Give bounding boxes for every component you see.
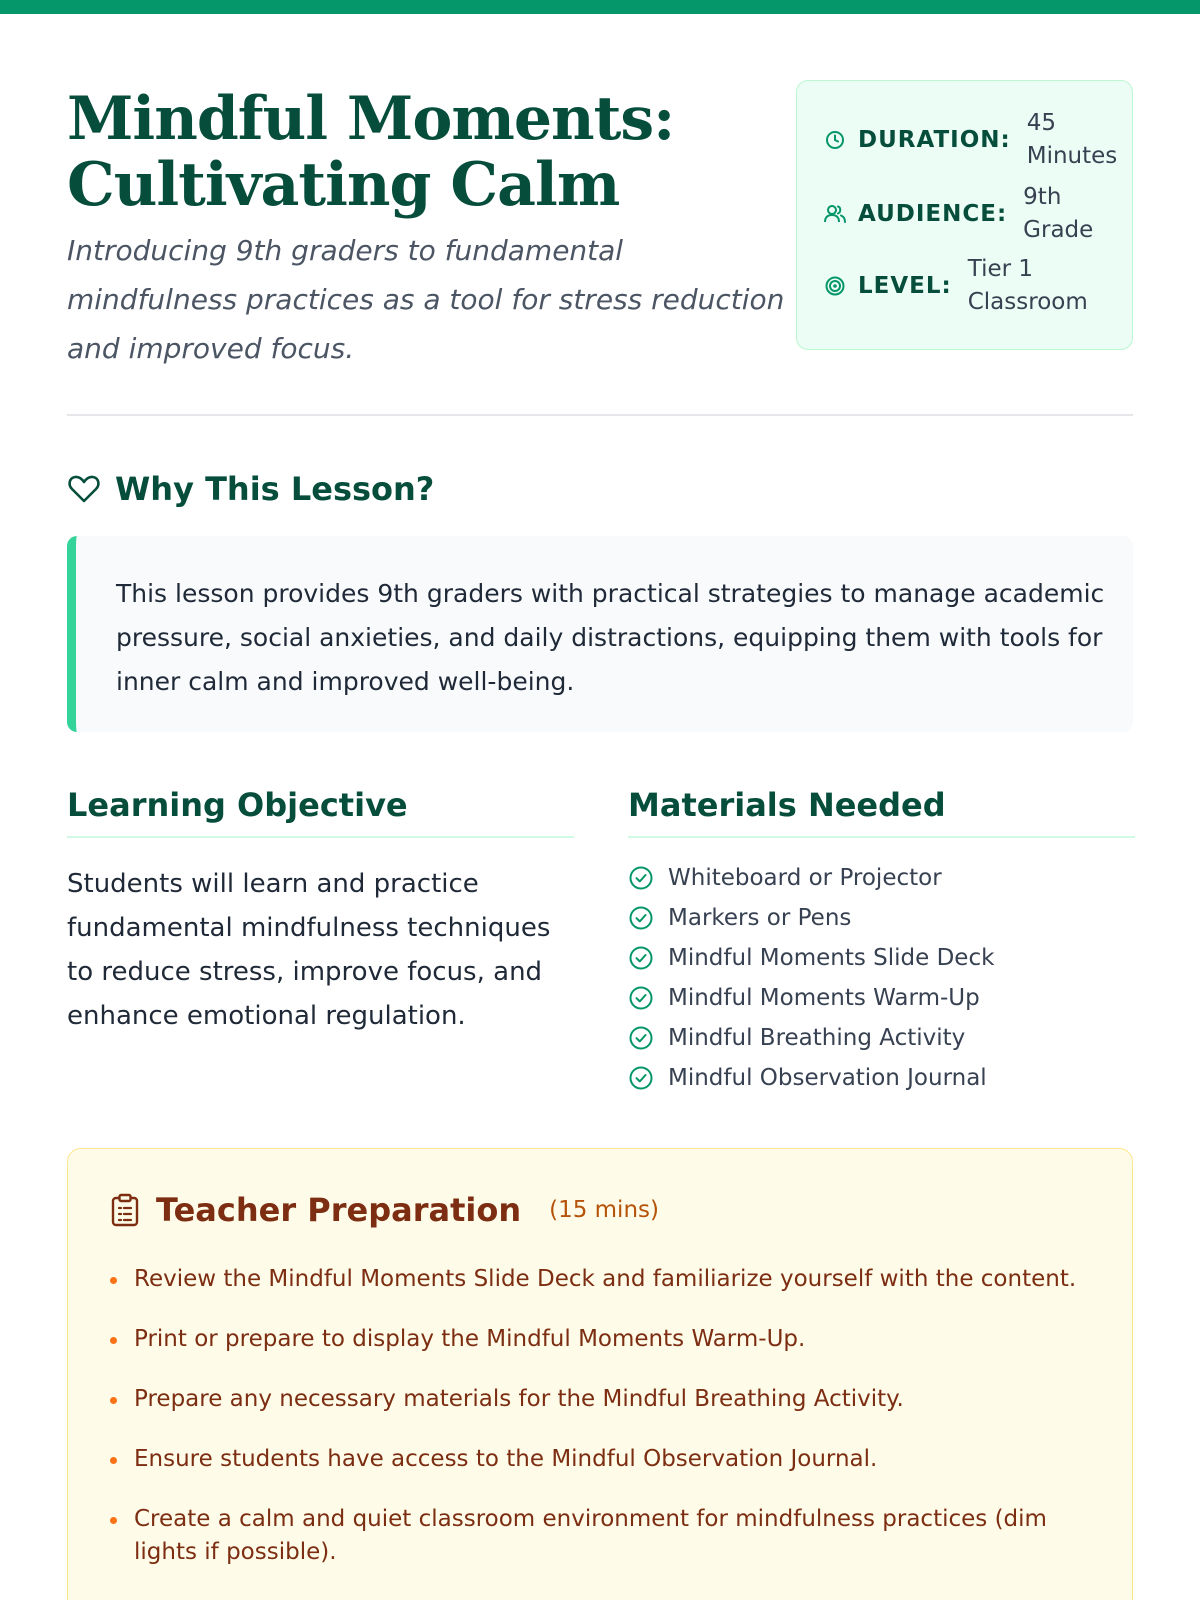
prep-title: Teacher Preparation [156, 1191, 522, 1229]
meta-level-value-line1: Tier 1 [967, 256, 1034, 282]
check-circle-icon [628, 1065, 654, 1091]
material-label: Markers or Pens [668, 905, 852, 931]
header-divider [67, 414, 1133, 416]
material-label: Whiteboard or Projector [668, 865, 942, 891]
material-label: Mindful Moments Warm-Up [668, 985, 980, 1011]
check-circle-icon [628, 865, 654, 891]
list-item [628, 1018, 1135, 1058]
learning-objective-section [67, 786, 574, 1038]
meta-audience-value [1023, 181, 1093, 247]
prep-item-text: Review the Mindful Moments Slide Deck and familiarize yourself with the content. [134, 1266, 1077, 1292]
check-circle-icon [628, 1025, 654, 1051]
prep-item-text: Create a calm and quiet classroom environment for mindfulness practices (dim lights if possible). [134, 1506, 1047, 1565]
list-item [110, 1443, 1090, 1476]
target-icon [824, 275, 846, 297]
bullet-dot [110, 1517, 117, 1524]
why-callout [67, 536, 1133, 732]
lesson-header [67, 80, 1133, 370]
materials-section [628, 786, 1135, 1098]
list-item [628, 1058, 1135, 1098]
prep-list [110, 1263, 1090, 1596]
list-item [110, 1263, 1090, 1296]
heart-icon [67, 472, 101, 506]
materials-title: Materials Needed [628, 786, 1135, 838]
meta-duration [824, 107, 1117, 173]
prep-heading [110, 1191, 659, 1229]
top-accent-bar [0, 0, 1200, 14]
check-circle-icon [628, 945, 654, 971]
check-circle-icon [628, 985, 654, 1011]
lesson-meta-card [796, 80, 1133, 350]
prep-item-text: Print or prepare to display the Mindful Moments Warm-Up. [134, 1326, 806, 1352]
prep-item-text: Ensure students have access to the Mindful Observation Journal. [134, 1446, 878, 1472]
meta-audience-value-line2: Grade [1023, 217, 1094, 243]
objective-title: Learning Objective [67, 786, 574, 838]
meta-audience-label: AUDIENCE: [858, 201, 1008, 227]
page-title: Mindful Moments: Cultivating Calm [67, 84, 675, 220]
list-item [628, 858, 1135, 898]
list-item [628, 938, 1135, 978]
users-icon [824, 203, 846, 225]
page-subtitle: Introducing 9th graders to fundamental mindfulness practices as a tool for stress reduction and improved focus. [67, 234, 785, 365]
bullet-dot [110, 1337, 117, 1344]
bullet-dot [110, 1397, 117, 1404]
clipboard-icon [110, 1193, 140, 1227]
meta-audience-value-line1: 9th [1023, 184, 1062, 210]
material-label: Mindful Observation Journal [668, 1065, 987, 1091]
meta-audience [824, 181, 1093, 247]
why-section-heading [67, 470, 434, 508]
meta-duration-value-line2: Minutes [1026, 143, 1118, 169]
material-label: Mindful Moments Slide Deck [668, 945, 995, 971]
teacher-preparation-card [67, 1148, 1133, 1600]
objective-text: Students will learn and practice fundamental mindfulness techniques to reduce stress, improve focus, and enhance emotional regulation. [67, 869, 551, 1031]
meta-duration-value-line1: 45 [1026, 110, 1057, 136]
check-circle-icon [628, 905, 654, 931]
meta-duration-value [1027, 107, 1118, 173]
prep-duration: (15 mins) [549, 1197, 659, 1223]
why-title: Why This Lesson? [115, 470, 435, 508]
list-item [628, 898, 1135, 938]
meta-level-label: LEVEL: [858, 273, 952, 299]
materials-list [628, 858, 1135, 1098]
list-item [628, 978, 1135, 1018]
list-item [110, 1503, 1090, 1569]
meta-level-value [968, 253, 1088, 319]
clock-icon [824, 129, 846, 151]
list-item [110, 1323, 1090, 1356]
meta-level-value-line2: Classroom [967, 289, 1088, 315]
list-item [110, 1383, 1090, 1416]
material-label: Mindful Breathing Activity [668, 1025, 966, 1051]
meta-duration-label: DURATION: [858, 127, 1011, 153]
why-text: This lesson provides 9th graders with practical strategies to manage academic pressure, social anxieties, and daily distractions, equipping them with tools for inner calm and improved well-being. [116, 579, 1105, 696]
bullet-dot [110, 1277, 117, 1284]
bullet-dot [110, 1457, 117, 1464]
meta-level [824, 253, 1088, 319]
prep-item-text: Prepare any necessary materials for the Mindful Breathing Activity. [134, 1386, 904, 1412]
